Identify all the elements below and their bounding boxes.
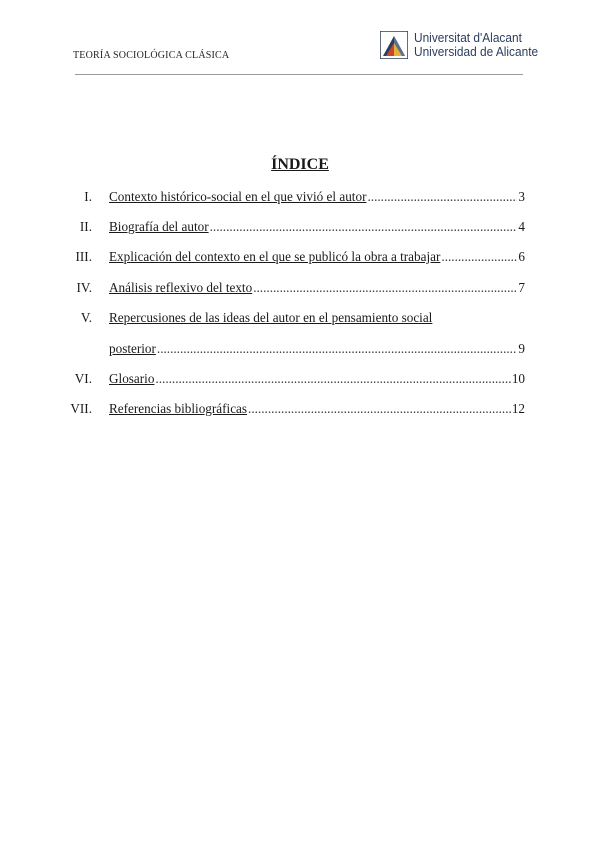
toc-entry [0,401,600,421]
toc-entry-number: I. [84,189,92,204]
university-name-valencian: Universitat d'Alacant [414,31,522,45]
toc-link[interactable]: Análisis reflexivo del texto [109,280,253,295]
toc-link[interactable]: Explicación del contexto en el que se publicó la obra a trabajar [109,249,441,264]
header-divider [75,74,523,75]
toc-page-number: 6 [518,249,525,264]
toc-entry [0,219,600,239]
toc-link[interactable]: Glosario [109,371,155,386]
university-emblem-icon [380,31,408,59]
toc-entry [0,371,600,391]
toc-page-number: 9 [518,341,525,356]
toc-page-number: 7 [518,280,525,295]
university-name-spanish: Universidad de Alicante [414,45,539,59]
dot-leader [210,219,518,235]
toc-page-number: 12 [511,401,525,416]
toc-entry [0,189,600,209]
toc-title: ÍNDICE [271,156,329,173]
toc-entry-number: VII. [70,401,92,416]
toc-entry-number: IV. [76,280,92,295]
toc-entry-number: V. [80,310,92,325]
toc-link[interactable]: Referencias bibliográficas [109,401,248,416]
course-title: TEORÍA SOCIOLÓGICA CLÁSICA [73,50,230,61]
toc-page-number: 10 [511,371,525,386]
dot-leader [253,280,517,296]
toc-entry-number: II. [79,219,92,234]
toc-page-number: 4 [518,219,525,234]
dot-leader [248,401,511,417]
toc-link[interactable]: Contexto histórico-social en el que vivió el autor [109,189,367,204]
toc-link[interactable]: Biografía del autor [109,219,209,234]
toc-entry [0,249,600,269]
toc-link[interactable]: Repercusiones de las ideas del autor en el pensamiento social [109,310,433,325]
toc-entry [0,310,600,330]
dot-leader [441,249,517,265]
toc-entry-number: VI. [74,371,92,386]
toc-entry-continuation [0,341,600,361]
university-logo [380,31,545,59]
toc-entry-number: III. [75,249,92,264]
toc-entry [0,280,600,300]
toc-page-number: 3 [518,189,525,204]
toc-link[interactable]: posterior [109,341,156,356]
dot-leader [367,189,517,205]
dot-leader [157,341,518,357]
dot-leader [155,371,510,387]
